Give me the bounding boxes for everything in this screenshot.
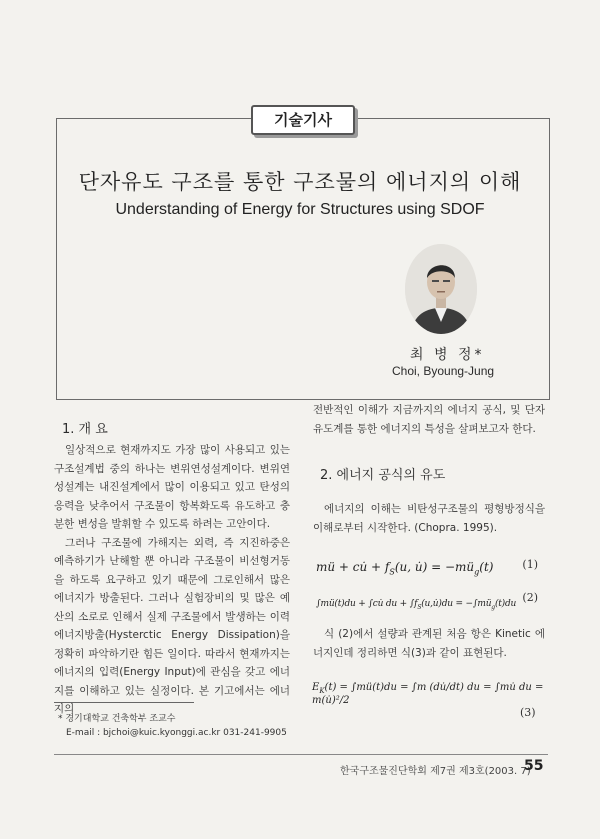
footer-divider bbox=[54, 754, 548, 755]
right-column bbox=[313, 401, 545, 438]
footnote-contact: E-mail : bjchoi@kuic.kyonggi.ac.kr 031-241-9905 bbox=[66, 728, 287, 738]
equation-1 bbox=[316, 556, 546, 576]
equation-2-number: (2) bbox=[522, 591, 538, 604]
category-tag: 기술기사 bbox=[251, 105, 355, 135]
paragraph: 전반적인 이해가 지금까지의 에너지 공식, 및 단자유도계를 통한 에너지의 특성을 살펴보고자 한다. bbox=[313, 404, 545, 435]
equation-2-body: ∫mü(t)du + ∫cu̇ du + $\int f_S(u,u̇)du$ = $-\int mü_g(t)du$ bbox=[316, 599, 517, 611]
paragraph: 그러나 구조물에 가해지는 외력, 즉 지진하중은 예측하기가 난해할 뿐 아니라 구조물이 비선형거동을 하도록 요구하고 있기 때문에 그로인해서 많은 에너지가 방출된다. 그러나 실험장비의 및 많은 예산의 소로로 인해서 실제 구조물에서 발생하는 이력에너지방출(Hysterctic Energy Dissipation)을 정확히 파악하기란 힘든 일이다. 따라서 현재까지는 에너지의 입력(Energy Input)에 관심을 갖고 에너지를 이해하고 있는 실정이다. 본 기고에서는 에너지의 bbox=[54, 536, 290, 715]
equation-1-number: (1) bbox=[522, 558, 538, 571]
title-english: Understanding of Energy for Structures using SDOF bbox=[115, 201, 485, 218]
equation-1-body: mü + cu̇ + $f_S(u$, u̇) = $-mü_g(t)$ bbox=[316, 560, 494, 577]
section-heading-overview: 1. 개 요 bbox=[62, 422, 108, 437]
paragraph-block bbox=[313, 625, 545, 662]
equation-3-body: $E_K(t)$ = ∫mü(t)du = ∫m (du̇/dt) du = ∫mu̇ du = m(u̇)²/2 bbox=[312, 682, 544, 706]
journal-citation: 한국구조물진단학회 제7권 제3호(2003. 7) bbox=[340, 766, 531, 777]
left-column bbox=[54, 441, 290, 719]
section-heading-energy-derivation: 2. 에너지 공식의 유도 bbox=[320, 468, 446, 483]
footnote bbox=[58, 712, 287, 740]
paragraph: 일상적으로 현재까지도 가장 많이 사용되고 있는 구조설계법 중의 하나는 변위연성설계이다. 변위연성설계는 내진설계에서 많이 이용되고 있고 탄성의 응력을 낮추어서 구조물이 항복화도록 유도하고 충분한 변성을 발휘할 수 있도록 하려는 고안이다. bbox=[54, 444, 290, 530]
paragraph: 에너지의 이해는 비탄성구조물의 평형방정식을 이해로부터 시작한다. (Chopra. 1995). bbox=[313, 503, 545, 534]
author-portrait-icon bbox=[405, 244, 477, 334]
equation-3-number: (3) bbox=[520, 706, 536, 719]
author-name-english: Choi, Byoung-Jung bbox=[392, 364, 495, 378]
paragraph: 식 (2)에서 설량과 관계된 처음 항은 Kinetic 에너지인데 정리하면 식(3)과 같이 표현된다. bbox=[313, 628, 545, 659]
footnote-divider bbox=[54, 702, 194, 703]
paragraph-block bbox=[313, 500, 545, 537]
footnote-affiliation: * 경기대학교 건축학부 조교수 bbox=[58, 714, 176, 724]
equation-2 bbox=[316, 591, 546, 611]
author-name-korean: 최 병 정* bbox=[410, 347, 485, 363]
page-number: 55 bbox=[524, 758, 544, 774]
equation-3 bbox=[312, 676, 548, 706]
title-korean: 단자유도 구조를 통한 구조물의 에너지의 이해 bbox=[78, 170, 522, 194]
